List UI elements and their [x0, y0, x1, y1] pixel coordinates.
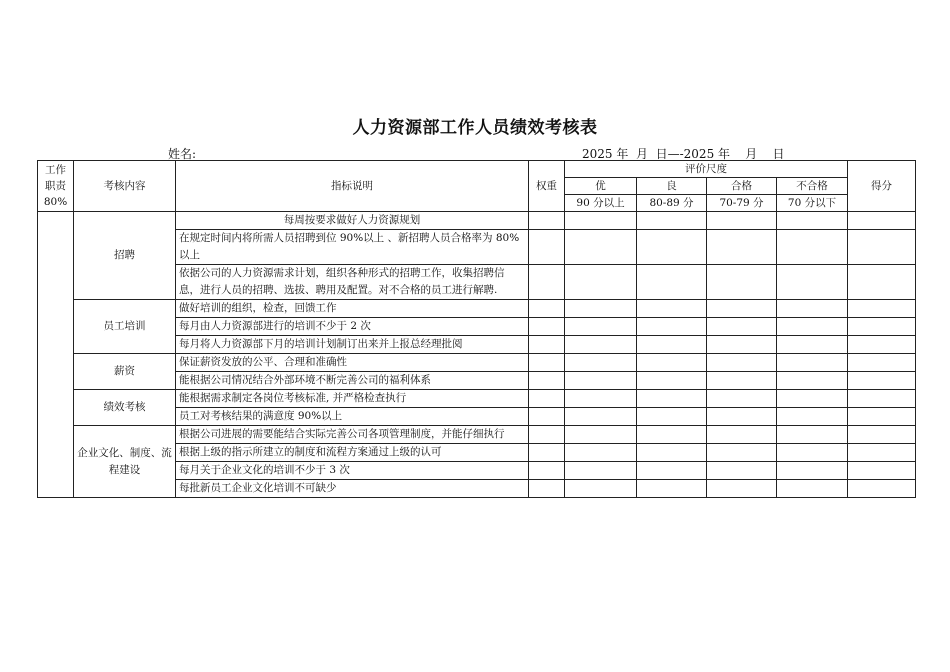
- score-cell[interactable]: [848, 462, 916, 480]
- grade-cell-fail[interactable]: [777, 390, 848, 408]
- score-cell[interactable]: [848, 318, 916, 336]
- grade-name: 良: [637, 178, 707, 195]
- weight-cell[interactable]: [529, 212, 565, 230]
- grade-cell-excellent[interactable]: [565, 336, 637, 354]
- grade-cell-pass[interactable]: [707, 462, 777, 480]
- group-name: 企业文化、制度、流程建设: [74, 426, 176, 498]
- score-cell[interactable]: [848, 212, 916, 230]
- header-description: 指标说明: [176, 161, 529, 212]
- criterion-description: 依据公司的人力资源需求计划，组织各种形式的招聘工作，收集招聘信息，进行人员的招聘、选拔、聘用及配置。对不合格的员工进行解聘.: [176, 265, 529, 300]
- grade-range: 70-79 分: [707, 195, 777, 212]
- score-cell[interactable]: [848, 480, 916, 498]
- grade-cell-pass[interactable]: [707, 480, 777, 498]
- weight-cell[interactable]: [529, 480, 565, 498]
- criterion-description: 员工对考核结果的满意度 90%以上: [176, 408, 529, 426]
- grade-cell-good[interactable]: [637, 408, 707, 426]
- grade-cell-fail[interactable]: [777, 408, 848, 426]
- criterion-description: 保证薪资发放的公平、合理和准确性: [176, 354, 529, 372]
- date-range: 2025 年 月 日—-2025 年 月 日: [582, 147, 785, 161]
- criterion-row: [38, 354, 916, 372]
- group-name: 员工培训: [74, 300, 176, 354]
- criterion-description: 每月由人力资源部进行的培训不少于 2 次: [176, 318, 529, 336]
- weight-cell[interactable]: [529, 462, 565, 480]
- header-content: 考核内容: [74, 161, 176, 212]
- group-name: 薪资: [74, 354, 176, 390]
- score-cell[interactable]: [848, 408, 916, 426]
- grade-cell-good[interactable]: [637, 354, 707, 372]
- grade-name: 不合格: [777, 178, 848, 195]
- score-cell[interactable]: [848, 300, 916, 318]
- score-cell[interactable]: [848, 426, 916, 444]
- grade-cell-excellent[interactable]: [565, 354, 637, 372]
- score-cell[interactable]: [848, 336, 916, 354]
- grade-range: 90 分以上: [565, 195, 637, 212]
- grade-cell-pass[interactable]: [707, 354, 777, 372]
- grade-cell-fail[interactable]: [777, 318, 848, 336]
- grade-cell-excellent[interactable]: [565, 462, 637, 480]
- grade-cell-excellent[interactable]: [565, 265, 637, 300]
- criterion-row: [38, 426, 916, 444]
- grade-cell-pass[interactable]: [707, 444, 777, 462]
- criterion-description: 根据公司进展的需要能结合实际完善公司各项管理制度，并能仔细执行: [176, 426, 529, 444]
- grade-cell-good[interactable]: [637, 426, 707, 444]
- grade-cell-good[interactable]: [637, 444, 707, 462]
- grade-cell-excellent[interactable]: [565, 318, 637, 336]
- criterion-description: 根据上级的指示所建立的制度和流程方案通过上级的认可: [176, 444, 529, 462]
- grade-cell-fail[interactable]: [777, 265, 848, 300]
- grade-cell-good[interactable]: [637, 212, 707, 230]
- grade-cell-good[interactable]: [637, 336, 707, 354]
- grade-cell-pass[interactable]: [707, 318, 777, 336]
- weight-cell[interactable]: [529, 408, 565, 426]
- grade-cell-excellent[interactable]: [565, 426, 637, 444]
- criterion-row: [38, 390, 916, 408]
- grade-cell-pass[interactable]: [707, 265, 777, 300]
- grade-cell-excellent[interactable]: [565, 212, 637, 230]
- criterion-description: 每周按要求做好人力资源规划: [176, 212, 529, 230]
- grade-cell-good[interactable]: [637, 390, 707, 408]
- grade-cell-fail[interactable]: [777, 354, 848, 372]
- grade-cell-fail[interactable]: [777, 212, 848, 230]
- page-title: 人力资源部工作人员绩效考核表: [352, 118, 598, 138]
- grade-cell-pass[interactable]: [707, 230, 777, 265]
- grade-cell-excellent[interactable]: [565, 372, 637, 390]
- weight-cell[interactable]: [529, 426, 565, 444]
- score-cell[interactable]: [848, 265, 916, 300]
- header-weight: 权重: [529, 161, 565, 212]
- weight-cell[interactable]: [529, 354, 565, 372]
- grade-cell-excellent[interactable]: [565, 300, 637, 318]
- score-cell[interactable]: [848, 444, 916, 462]
- header-score: 得分: [848, 161, 916, 212]
- grade-range: 70 分以下: [777, 195, 848, 212]
- criterion-description: 能根据公司情况结合外部环境不断完善公司的福利体系: [176, 372, 529, 390]
- weight-cell[interactable]: [529, 230, 565, 265]
- criterion-description: 在规定时间内将所需人员招聘到位 90%以上 、新招聘人员合格率为 80%以上: [176, 230, 529, 265]
- weight-cell[interactable]: [529, 336, 565, 354]
- criterion-description: 每批新员工企业文化培训不可缺少: [176, 480, 529, 498]
- grade-cell-excellent[interactable]: [565, 444, 637, 462]
- grade-cell-pass[interactable]: [707, 212, 777, 230]
- appraisal-table: [37, 160, 916, 498]
- criterion-description: 做好培训的组织，检查，回馈工作: [176, 300, 529, 318]
- header-job-duty: 工作职责80%: [38, 161, 74, 212]
- criterion-description: 能根据需求制定各岗位考核标准, 并严格检查执行: [176, 390, 529, 408]
- grade-cell-excellent[interactable]: [565, 408, 637, 426]
- grade-cell-fail[interactable]: [777, 372, 848, 390]
- grade-name: 优: [565, 178, 637, 195]
- grade-cell-fail[interactable]: [777, 480, 848, 498]
- grade-range: 80-89 分: [637, 195, 707, 212]
- weight-cell[interactable]: [529, 300, 565, 318]
- score-cell[interactable]: [848, 354, 916, 372]
- grade-cell-good[interactable]: [637, 265, 707, 300]
- group-name: 招聘: [74, 212, 176, 300]
- grade-name: 合格: [707, 178, 777, 195]
- weight-cell[interactable]: [529, 372, 565, 390]
- grade-cell-pass[interactable]: [707, 390, 777, 408]
- grade-cell-fail[interactable]: [777, 462, 848, 480]
- criterion-description: 每月将人力资源部下月的培训计划制订出来并上报总经理批阅: [176, 336, 529, 354]
- grade-cell-excellent[interactable]: [565, 230, 637, 265]
- score-cell[interactable]: [848, 390, 916, 408]
- grade-cell-pass[interactable]: [707, 426, 777, 444]
- grade-cell-excellent[interactable]: [565, 480, 637, 498]
- score-cell[interactable]: [848, 230, 916, 265]
- criterion-row: [38, 212, 916, 230]
- weight-cell[interactable]: [529, 318, 565, 336]
- grade-cell-good[interactable]: [637, 230, 707, 265]
- grade-cell-fail[interactable]: [777, 444, 848, 462]
- header-scale: 评价尺度: [565, 161, 848, 178]
- weight-cell[interactable]: [529, 265, 565, 300]
- weight-cell[interactable]: [529, 390, 565, 408]
- grade-cell-good[interactable]: [637, 300, 707, 318]
- job-duty-blank: [38, 212, 74, 498]
- criterion-row: [38, 300, 916, 318]
- criterion-description: 每月关于企业文化的培训不少于 3 次: [176, 462, 529, 480]
- name-label: 姓名:: [168, 147, 197, 161]
- grade-cell-good[interactable]: [637, 318, 707, 336]
- grade-cell-pass[interactable]: [707, 300, 777, 318]
- weight-cell[interactable]: [529, 444, 565, 462]
- score-cell[interactable]: [848, 372, 916, 390]
- grade-cell-good[interactable]: [637, 372, 707, 390]
- grade-cell-good[interactable]: [637, 480, 707, 498]
- grade-cell-fail[interactable]: [777, 300, 848, 318]
- grade-cell-pass[interactable]: [707, 336, 777, 354]
- grade-cell-fail[interactable]: [777, 336, 848, 354]
- group-name: 绩效考核: [74, 390, 176, 426]
- grade-cell-pass[interactable]: [707, 372, 777, 390]
- grade-cell-good[interactable]: [637, 462, 707, 480]
- grade-cell-excellent[interactable]: [565, 390, 637, 408]
- grade-cell-fail[interactable]: [777, 230, 848, 265]
- grade-cell-pass[interactable]: [707, 408, 777, 426]
- grade-cell-fail[interactable]: [777, 426, 848, 444]
